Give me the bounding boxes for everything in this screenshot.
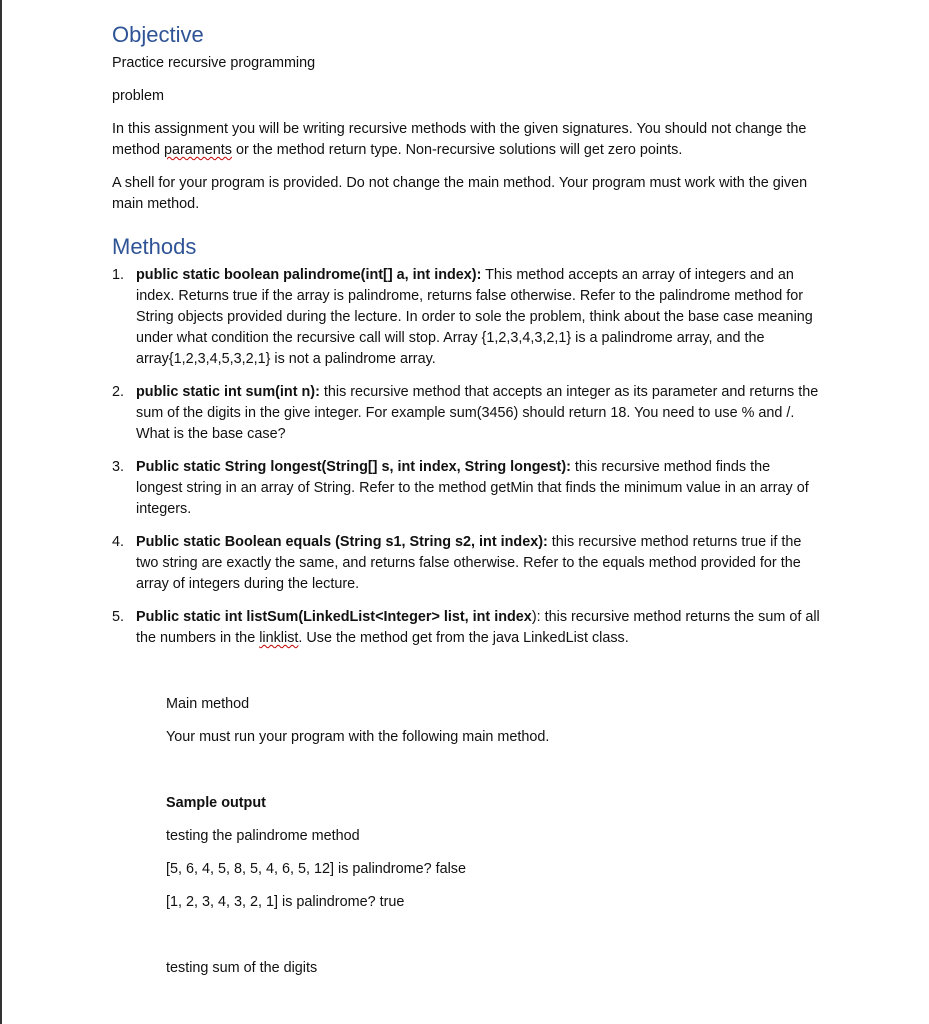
method-description: This method accepts an array of integers and an index. Returns true if the array is palindrome, returns false otherwise. Refer to the palindrome method for String objects provided during the lecture. In order to sole the problem, think about the base case meaning under what condition the recursive call will stop. Array {1,2,3,4,3,2,1} is a palindrome array, and the array{1,2,3,4,5,3,2,1} is not a palindrome array.	[136, 267, 813, 367]
main-method-text: Your must run your program with the following main method.	[166, 729, 550, 745]
method-item-1	[112, 265, 820, 370]
main-method-label: Main method	[166, 696, 250, 712]
item-number: 2.	[112, 384, 125, 400]
item-number: 1.	[112, 267, 125, 283]
method-signature: Public static String longest(String[] s, int index, String longest):	[136, 459, 571, 475]
sample-output-line-4: testing sum of the digits	[166, 960, 318, 976]
intro-text-start: In this assignment you will be writing recursive methods with the given signatures. You should not change the method	[112, 121, 807, 158]
method-description: this recursive method returns true if the two string are exactly the same, and returns false otherwise. Refer to the equals method provided for the array of integers during the lecture.	[136, 534, 802, 592]
method-signature: public static boolean palindrome(int[] a, int index):	[136, 267, 482, 283]
shell-paragraph: A shell for your program is provided. Do not change the main method. Your program must work with the given main method.	[112, 175, 808, 212]
method-item-2	[112, 382, 820, 445]
method-item-4	[112, 532, 820, 595]
method-item-5	[112, 607, 820, 649]
method-description-start: ): this recursive method returns the sum of all the numbers in the	[136, 609, 820, 646]
problem-label: problem	[112, 88, 164, 104]
spelling-error-linklist[interactable]: linklist	[259, 630, 299, 646]
intro-text-end: or the method return type. Non-recursive solutions will get zero points.	[232, 142, 683, 158]
sample-output-line-1: testing the palindrome method	[166, 828, 360, 844]
spelling-error-paraments[interactable]: paraments	[164, 142, 232, 158]
item-number: 5.	[112, 609, 125, 625]
method-item-3	[112, 457, 820, 520]
methods-heading: Methods	[112, 234, 197, 259]
method-description: this recursive method that accepts an integer as its parameter and returns the sum of the digits in the give integer. For example sum(3456) should return 18. You need to use % and /. What is the base case?	[136, 384, 819, 442]
objective-heading: Objective	[112, 22, 204, 47]
sample-output-heading: Sample output	[166, 795, 266, 811]
method-signature: Public static Boolean equals (String s1, String s2, int index):	[136, 534, 548, 550]
sample-output-line-3: [1, 2, 3, 4, 3, 2, 1] is palindrome? true	[166, 894, 405, 910]
page-left-border	[0, 0, 2, 1024]
method-signature: Public static int listSum(LinkedList<Integer> list, int index	[136, 609, 532, 625]
item-number: 3.	[112, 459, 125, 475]
method-description-end: . Use the method get from the java LinkedList class.	[298, 630, 629, 646]
item-number: 4.	[112, 534, 125, 550]
sample-output-line-2: [5, 6, 4, 5, 8, 5, 4, 6, 5, 12] is palindrome? false	[166, 861, 466, 877]
objective-subtitle: Practice recursive programming	[112, 55, 316, 71]
method-signature: public static int sum(int n):	[136, 384, 320, 400]
intro-paragraph	[112, 119, 817, 161]
method-description: this recursive method finds the longest string in an array of String. Refer to the method getMin that finds the minimum value in an array of integers.	[136, 459, 809, 517]
